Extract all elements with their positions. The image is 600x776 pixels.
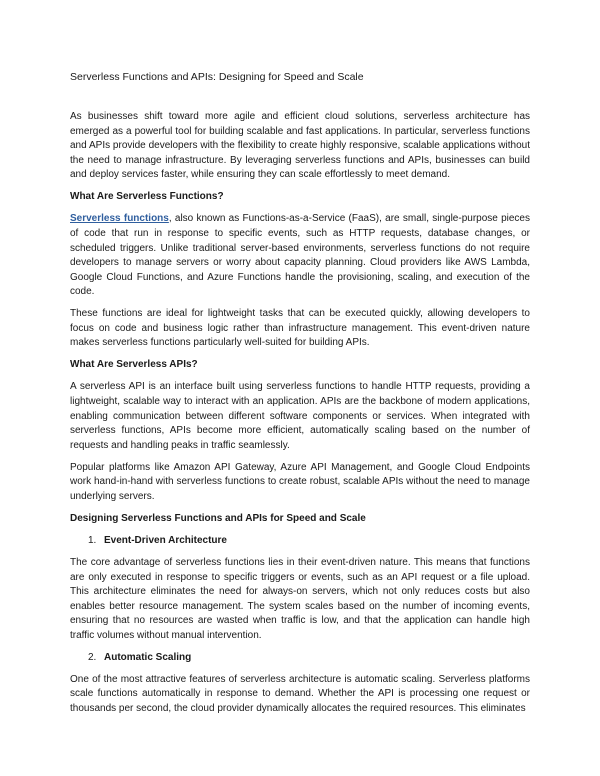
functions-use-paragraph: These functions are ideal for lightweight tasks that can be executed quickly, allowing developers to focus on code and business logic rather than infrastructure management. This event-driven nature makes serverless functions particularly well-suited for building APIs. bbox=[70, 308, 530, 349]
api-platforms-paragraph: Popular platforms like Amazon API Gateway, Azure API Management, and Google Cloud Endpoints work hand-in-hand with serverless functions to create robust, scalable APIs without the need to manage underlying servers. bbox=[70, 461, 530, 502]
list-item-label: Event-Driven Architecture bbox=[104, 534, 227, 546]
automatic-scaling-paragraph: One of the most attractive features of serverless architecture is automatic scaling. Serverless platforms scale functions automatically in response to demand. Whether the API is processing one request or thousands per second, the cloud provider dynamically allocates the required resources. This eliminates bbox=[70, 673, 530, 715]
heading-designing: Designing Serverless Functions and APIs for Speed and Scale bbox=[70, 512, 366, 524]
heading-serverless-apis: What Are Serverless APIs? bbox=[70, 359, 198, 371]
list-item-label: Automatic Scaling bbox=[104, 651, 192, 663]
document-body bbox=[70, 110, 530, 724]
list-item-automatic-scaling bbox=[70, 651, 530, 666]
intro-paragraph: As businesses shift toward more agile and efficient cloud solutions, serverless architecture has emerged as a powerful tool for building scalable and fast applications. In particular, serverless functions and APIs provide developers with the flexibility to create highly responsive, scalable applications without the need to manage infrastructure. By leveraging serverless functions and APIs, businesses can build and deploy services faster, while ensuring they can scale effortlessly to meet demand. bbox=[70, 111, 530, 181]
event-driven-paragraph: The core advantage of serverless functions lies in their event-driven nature. This means that functions are only executed in response to specific triggers or events, such as an API request or a file upload. This architecture eliminates the need for always-on servers, which not only reduces costs but also enables better resource management. The system scales based on the number of incoming events, ensuring that no resources are wasted when traffic is low, and that the application can handle high traffic volumes without manual intervention. bbox=[70, 556, 530, 641]
serverless-functions-link[interactable]: Serverless functions bbox=[70, 213, 169, 225]
serverless-functions-paragraph bbox=[70, 212, 530, 300]
list-item-event-driven bbox=[70, 534, 530, 549]
list-number: 2. bbox=[88, 651, 97, 663]
serverless-apis-paragraph: A serverless API is an interface built using serverless functions to handle HTTP requests, providing a lightweight, scalable way to interact with an application. APIs are the backbone of modern applications, enabling communication between different software components or services. When integrated with serverless functions, APIs become more efficient, automatically scaling based on the number of requests and handling peaks in traffic seamlessly. bbox=[70, 381, 530, 451]
list-number: 1. bbox=[88, 534, 97, 546]
heading-serverless-functions: What Are Serverless Functions? bbox=[70, 191, 224, 203]
document-title: Serverless Functions and APIs: Designing for Speed and Scale bbox=[70, 71, 364, 83]
serverless-functions-paragraph-text: , also known as Functions-as-a-Service (FaaS), are small, single-purpose pieces of code that run in response to specific events, such as HTTP requests, database changes, or scheduled triggers. Unlike traditional server-based environments, serverless functions do not require developers to manage servers or worry about capacity planning. Cloud providers like AWS Lambda, Google Cloud Functions, and Azure Functions handle the provisioning, scaling, and execution of the code. bbox=[70, 213, 530, 298]
